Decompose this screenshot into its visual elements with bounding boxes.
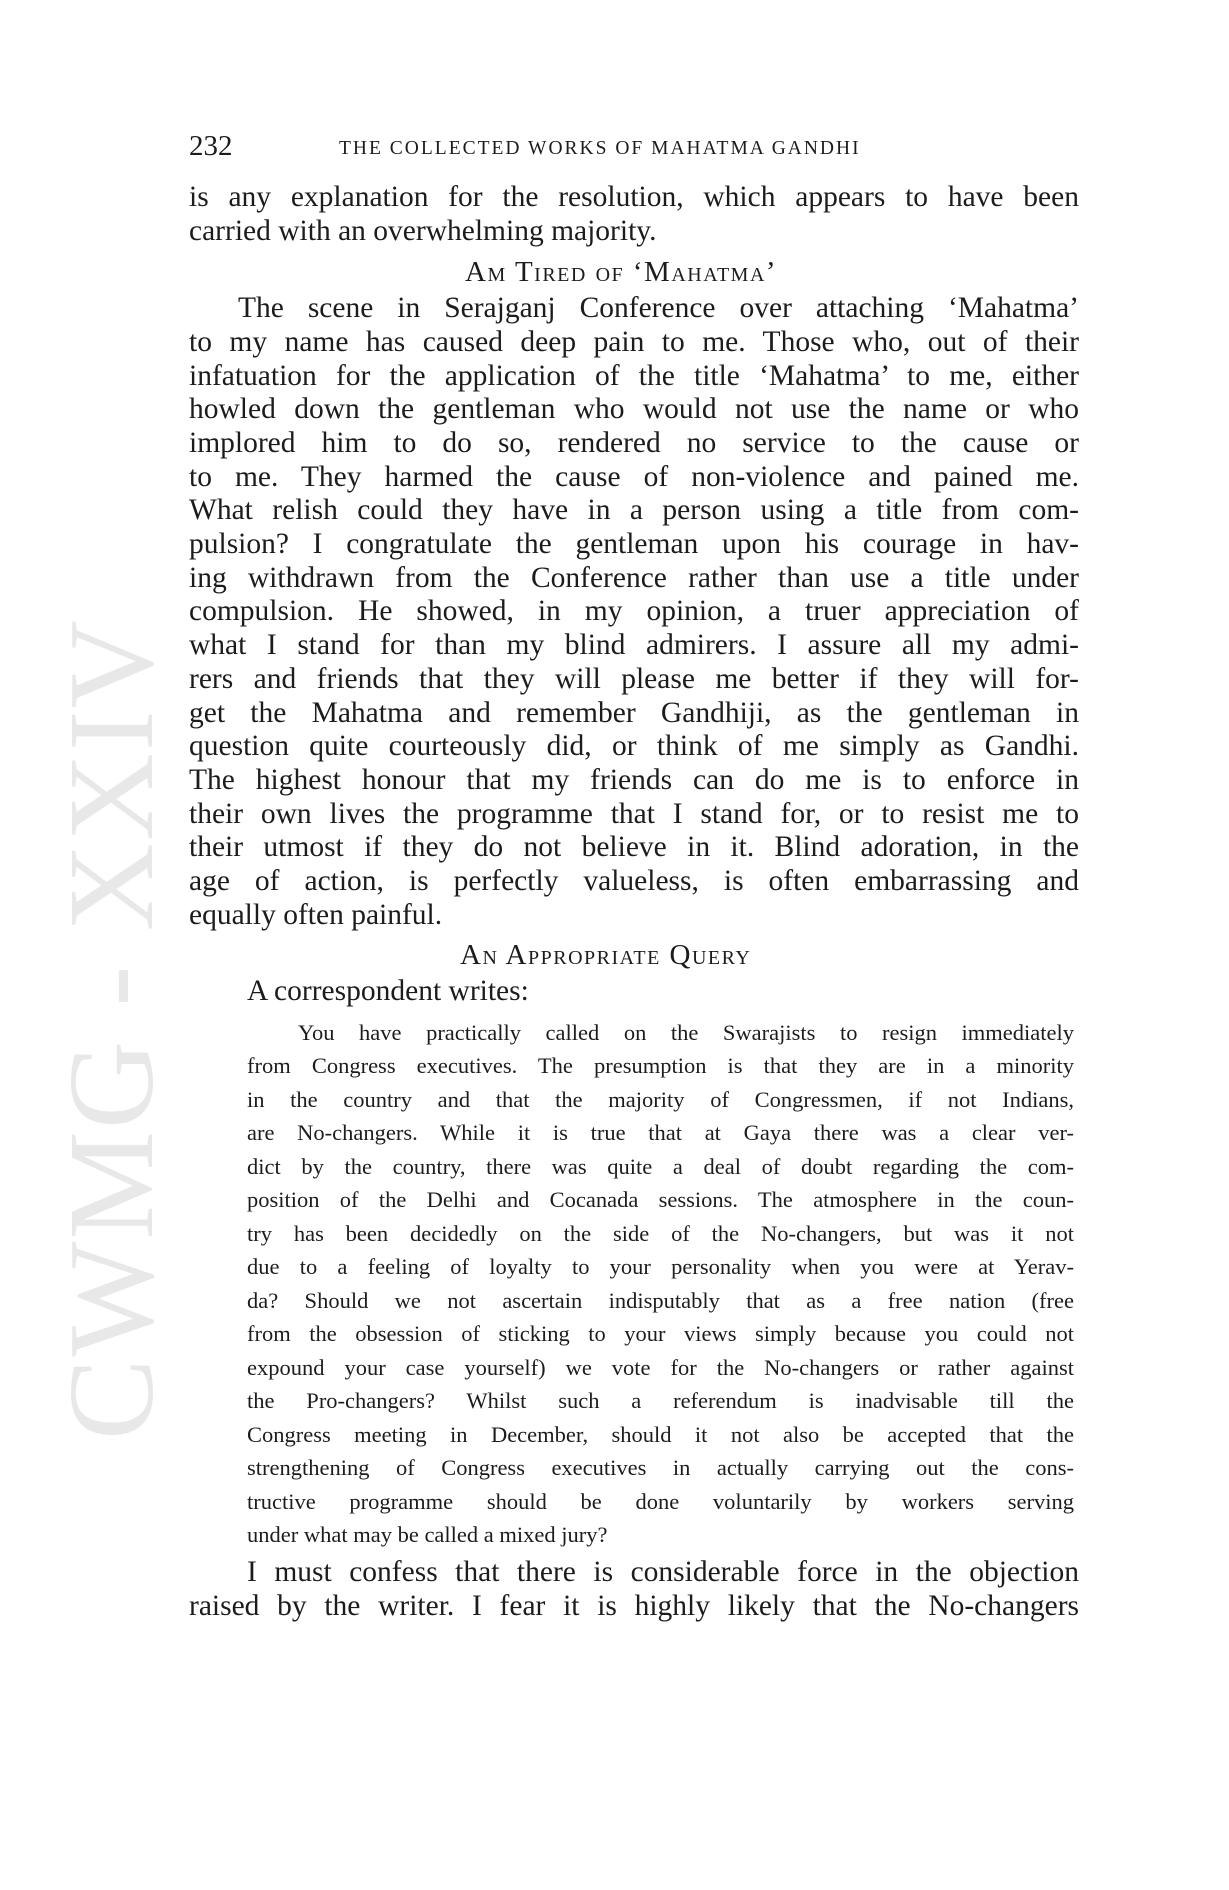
- quote-line: dict by the country, there was quite a deal of doubt regarding the com-: [247, 1154, 1074, 1179]
- text-line: ing withdrawn from the Conference rather than use a title under: [189, 562, 1079, 594]
- quote-line: da? Should we not ascertain indisputably that as a free nation (free: [247, 1288, 1074, 1313]
- text-line: What relish could they have in a person using a title from com-: [189, 494, 1079, 526]
- text-line: howled down the gentleman who would not use the name or who: [189, 393, 1079, 425]
- quote-line: strengthening of Congress executives in actually carrying out the cons-: [247, 1455, 1074, 1480]
- quote-line: try has been decidedly on the side of the No-changers, but was it not: [247, 1221, 1074, 1246]
- running-head: THE COLLECTED WORKS OF MAHATMA GANDHI: [339, 138, 861, 159]
- text-line: I must confess that there is considerable force in the objection: [247, 1556, 1079, 1588]
- text-line: A correspondent writes:: [247, 975, 529, 1007]
- quote-line: position of the Delhi and Cocanada sessions. The atmosphere in the coun-: [247, 1187, 1074, 1212]
- quote-line: Congress meeting in December, should it not also be accepted that the: [247, 1422, 1074, 1447]
- page-number: 232: [189, 130, 233, 162]
- text-line: what I stand for than my blind admirers. I assure all my admi-: [189, 629, 1079, 661]
- section-heading: Am Tired of ‘Mahatma’: [465, 256, 778, 288]
- watermark: CWMG - XXIV: [44, 618, 179, 1440]
- text-line: to me. They harmed the cause of non-violence and pained me.: [189, 461, 1079, 493]
- quote-line: due to a feeling of loyalty to your personality when you were at Yerav-: [247, 1254, 1074, 1279]
- text-line: equally often painful.: [189, 899, 443, 931]
- text-line: raised by the writer. I fear it is highly likely that the No-changers: [189, 1590, 1079, 1622]
- quote-line: the Pro-changers? Whilst such a referendum is inadvisable till the: [247, 1388, 1074, 1413]
- text-line: infatuation for the application of the title ‘Mahatma’ to me, either: [189, 360, 1079, 392]
- quote-line: in the country and that the majority of Congressmen, if not Indians,: [247, 1087, 1074, 1112]
- text-line: compulsion. He showed, in my opinion, a truer appreciation of: [189, 595, 1079, 627]
- text-line: age of action, is perfectly valueless, is often embarrassing and: [189, 865, 1079, 897]
- text-line: to my name has caused deep pain to me. Those who, out of their: [189, 326, 1079, 358]
- quote-line: under what may be called a mixed jury?: [247, 1522, 608, 1547]
- section-heading: An Appropriate Query: [460, 939, 752, 971]
- text-line: The scene in Serajganj Conference over attaching ‘Mahatma’: [238, 292, 1079, 324]
- text-line: rers and friends that they will please me better if they will for-: [189, 663, 1079, 695]
- text-line: get the Mahatma and remember Gandhiji, as the gentleman in: [189, 697, 1079, 729]
- quote-line: tructive programme should be done voluntarily by workers serving: [247, 1489, 1074, 1514]
- text-line: question quite courteously did, or think of me simply as Gandhi.: [189, 730, 1079, 762]
- text-line: is any explanation for the resolution, which appears to have been: [189, 181, 1079, 213]
- text-line: their own lives the programme that I stand for, or to resist me to: [189, 798, 1079, 830]
- text-line: carried with an overwhelming majority.: [189, 215, 657, 247]
- quote-line: are No-changers. While it is true that at Gaya there was a clear ver-: [247, 1120, 1074, 1145]
- text-line: pulsion? I congratulate the gentleman upon his courage in hav-: [189, 528, 1079, 560]
- text-line: The highest honour that my friends can do me is to enforce in: [189, 764, 1079, 796]
- quote-line: from the obsession of sticking to your views simply because you could not: [247, 1321, 1074, 1346]
- text-line: their utmost if they do not believe in it. Blind adoration, in the: [189, 831, 1079, 863]
- quote-line: You have practically called on the Swarajists to resign immediately: [298, 1020, 1074, 1045]
- text-line: implored him to do so, rendered no service to the cause or: [189, 427, 1079, 459]
- quote-line: expound your case yourself) we vote for the No-changers or rather against: [247, 1355, 1074, 1380]
- quote-line: from Congress executives. The presumption is that they are in a minority: [247, 1053, 1074, 1078]
